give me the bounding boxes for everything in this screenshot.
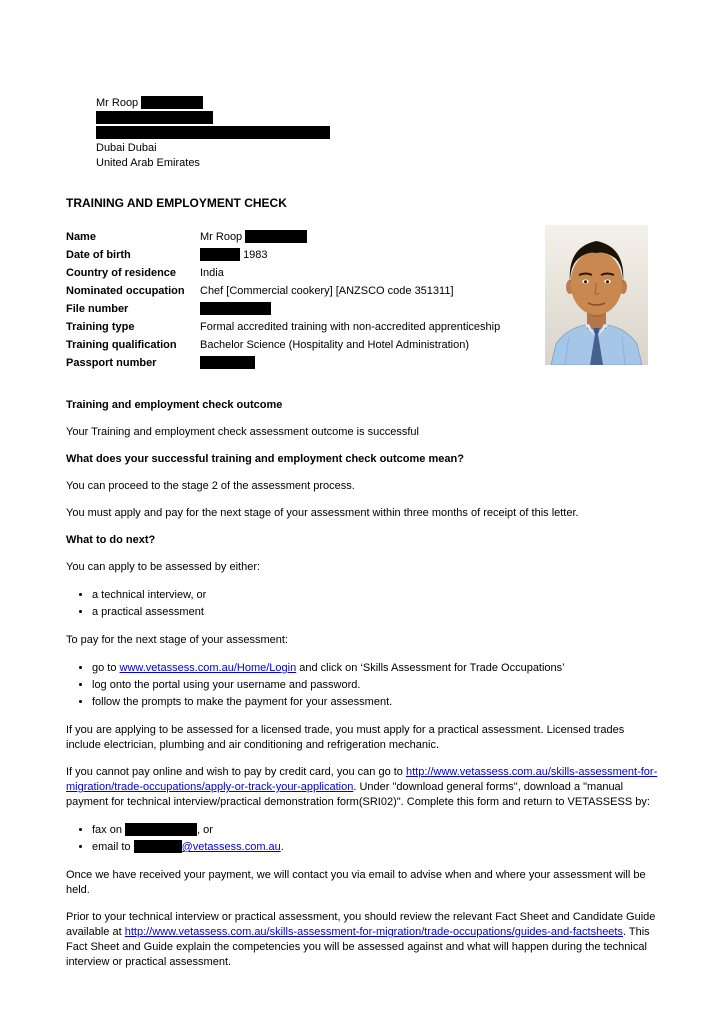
assessment-options-list (66, 587, 658, 621)
credit-card-text (66, 765, 658, 810)
redacted-surname (141, 96, 203, 109)
prior-post-text: . This Fact Sheet and Guide explain the competencies you will be assessed against and what will happen during the technical interview or practical assessment. (66, 926, 650, 968)
outcome-section-heading: Training and employment check outcome (66, 399, 283, 411)
list-item (92, 660, 658, 677)
stage2-text: You can proceed to the stage 2 of the assessment process. (66, 480, 355, 492)
letter-body (66, 398, 658, 970)
row-label: Training type (66, 321, 135, 333)
email-pre-text: email to (92, 841, 134, 853)
redacted-file-number (200, 302, 271, 315)
guides-factsheets-link[interactable]: http://www.vetassess.com.au/skills-assessment-for-migration/trade-occupations/guides-and-factsheets (124, 926, 623, 938)
name-value: Mr Roop (200, 231, 243, 243)
next-steps-heading: What to do next? (66, 534, 156, 546)
row-label: Nominated occupation (66, 285, 185, 297)
address-line-2 (96, 126, 658, 141)
row-label: File number (66, 303, 129, 315)
step-text: and click on ‘Skills Assessment for Trade Occupations’ (296, 662, 565, 674)
recipient-address (96, 96, 658, 171)
credit-post-text: . Under "download general forms", download a "manual payment for technical interview/practical demonstration form(SRI02)". Complete this form and return to VETASSESS by: (66, 781, 650, 808)
redacted-address-1 (96, 111, 213, 124)
pay-intro: To pay for the next stage of your assessment: (66, 634, 288, 646)
birth-year-value: 1983 (243, 249, 268, 261)
row-value: Chef [Commercial cookery] [ANZSCO code 351311] (200, 285, 454, 297)
row-value: Formal accredited training with non-accredited apprenticeship (200, 321, 501, 333)
row-label: Date of birth (66, 249, 131, 261)
row-value: Bachelor Science (Hospitality and Hotel Administration) (200, 339, 470, 351)
row-label: Country of residence (66, 267, 177, 279)
address-line-1 (96, 111, 658, 126)
portal-login-link[interactable]: www.vetassess.com.au/Home/Login (119, 662, 297, 674)
redacted-birthdate (200, 248, 240, 261)
document-title: TRAINING AND EMPLOYMENT CHECK (66, 196, 287, 210)
outcome-text: Your Training and employment check assessment outcome is successful (66, 426, 419, 438)
list-item: • log onto the portal using your username and password. (92, 677, 658, 694)
redacted-name (245, 230, 307, 243)
apply-or-track-link[interactable]: http://www.vetassess.com.au/skills-assessment-for-migration/trade-occupations/apply-or-track-your-application (66, 766, 658, 793)
recipient-country: United Arab Emirates (96, 157, 200, 169)
list-item (92, 839, 658, 856)
list-item: • follow the prompts to make the payment for your assessment. (92, 694, 658, 711)
redacted-passport-number (200, 356, 255, 369)
list-item: • a technical interview, or (92, 587, 658, 604)
payment-received-text: Once we have received your payment, we will contact you via email to advise when and where your assessment will be held. (66, 869, 646, 896)
list-item (92, 822, 658, 839)
row-label: Passport number (66, 357, 157, 369)
redacted-fax-number (125, 823, 197, 836)
applicant-photo (545, 225, 648, 365)
credit-pre-text: If you cannot pay online and wish to pay by credit card, you can go to (66, 766, 406, 778)
prior-review-text (66, 910, 658, 970)
outcome-meaning-heading: What does your successful training and employment check outcome mean? (66, 453, 464, 465)
row-label: Training qualification (66, 339, 177, 351)
redacted-email-user (134, 840, 182, 853)
list-item: • a practical assessment (92, 604, 658, 621)
row-value: India (200, 267, 224, 279)
vetassess-email-link[interactable]: @vetassess.com.au (181, 841, 281, 853)
step-text: go to (92, 662, 120, 674)
contact-options-list (66, 822, 658, 856)
recipient-name: Mr Roop (96, 97, 139, 109)
apply-deadline-text: You must apply and pay for the next stage of your assessment within three months of receipt of this letter. (66, 507, 579, 519)
assessed-intro: You can apply to be assessed by either: (66, 561, 261, 573)
licensed-trade-text: If you are applying to be assessed for a licensed trade, you must apply for a practical assessment. Licensed trades include electrician, plumbing and air conditioning and refrigeration mechanic. (66, 724, 625, 751)
payment-steps-list (66, 660, 658, 711)
applicant-photo-graphic (545, 225, 648, 365)
recipient-city: Dubai Dubai (96, 142, 157, 154)
fax-post-text: , or (197, 824, 213, 836)
email-post-text: . (280, 841, 284, 853)
fax-pre-text: fax on (92, 824, 126, 836)
recipient-name-line (96, 96, 658, 111)
redacted-address-2 (96, 126, 330, 139)
row-label: Name (66, 231, 96, 243)
prior-pre-text: Prior to your technical interview or practical assessment, you should review the relevant Fact Sheet and Candidate Guide available at (66, 911, 656, 938)
